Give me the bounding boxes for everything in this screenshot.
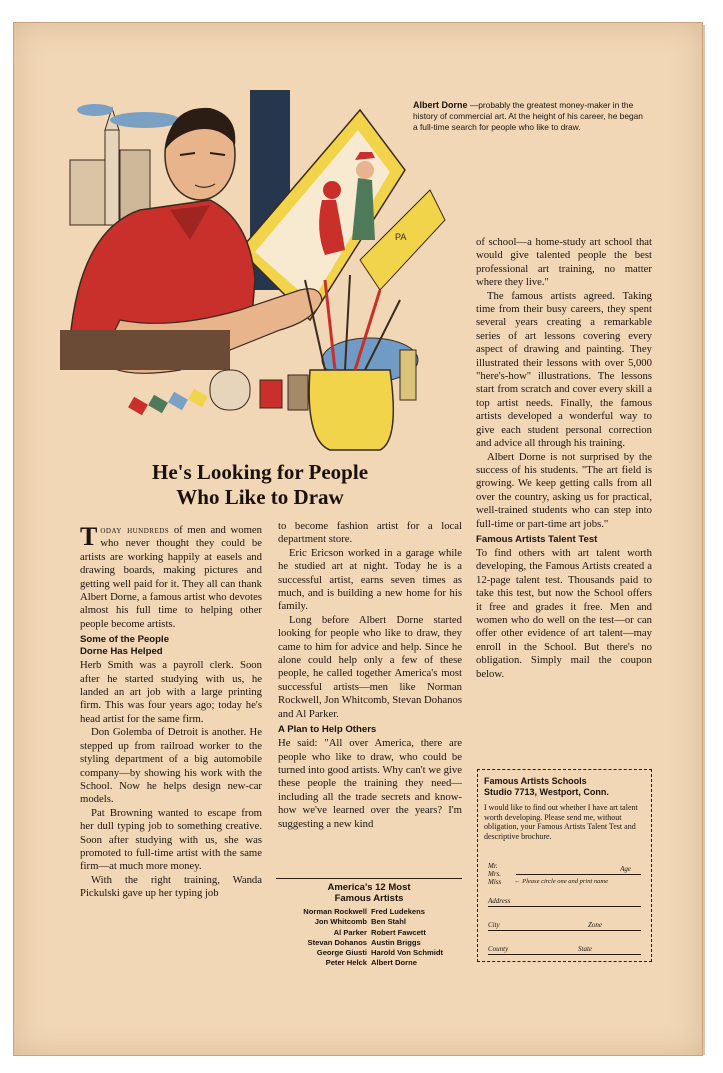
- artist-row: [276, 938, 462, 948]
- article-column-1: [80, 524, 262, 901]
- article-column-2: [278, 520, 462, 831]
- paragraph-talent-test: To find others with art talent worth developing, the Famous Artists created a 12-page talent test. Thousands paid to take this test, but now the School offers it free and grades it free. Men and women who do well on the test—or can offer other evidence of art talent—may enroll in the School. But there's no obligation. Simply mail the coupon below.: [476, 546, 652, 680]
- artist-row: [276, 917, 462, 927]
- coupon-address: Studio 7713, Westport, Conn.: [484, 787, 609, 797]
- subhead-line-1: Some of the People: [80, 634, 170, 646]
- caption-text: —probably the greatest money-maker in the history of commercial art. At the height of his career, he began a full-time search for people who like to draw.: [413, 100, 643, 132]
- artists-title-line-1: America's 12 Most: [327, 882, 411, 893]
- artist-name: Austin Briggs: [371, 937, 421, 947]
- name-field[interactable]: [516, 864, 641, 875]
- page-headline: [105, 460, 415, 510]
- county-state-field[interactable]: [488, 942, 641, 955]
- zone-label: Zone: [588, 921, 602, 929]
- mail-coupon[interactable]: [477, 769, 652, 962]
- artists-title-line-2: Famous Artists: [334, 893, 404, 904]
- artist-row: [276, 907, 462, 917]
- portrait-caption: [413, 100, 643, 133]
- artist-name: Stevan Dohanos: [307, 937, 367, 947]
- artist-name: George Giusti: [316, 948, 367, 958]
- intro-text: of men and women who never thought they could be artists are working happily at easels and drawing boards, making pictures and getting well paid for it. They all can thank Albert Dorne, a famous artist who devotes almost his full time to helping other people become artists.: [80, 524, 262, 630]
- artist-name: Ben Stahl: [371, 917, 407, 927]
- lead-smallcaps: oday hundreds: [100, 524, 170, 536]
- salutation-miss[interactable]: Miss: [488, 878, 502, 886]
- artist-illustration: [60, 80, 450, 460]
- artist-row: [276, 928, 462, 938]
- city-label: City: [488, 921, 500, 929]
- artist-name: Jon Whitcomb: [314, 917, 367, 927]
- sign-text: PA: [395, 232, 407, 242]
- salutation-mr[interactable]: Mr.: [488, 862, 498, 870]
- county-label: County: [488, 945, 509, 953]
- age-label: Age: [620, 865, 631, 873]
- paragraph-of-school: of school—a home-study art school that would give talented people the best professional art training, no matter where they live.": [476, 236, 652, 289]
- artist-name: Al Parker: [333, 927, 367, 937]
- address-label: Address: [488, 897, 511, 905]
- paragraph-wanda-pickulski: With the right training, Wanda Pickulski gave up her typing job: [80, 873, 262, 900]
- salutation-mrs[interactable]: Mrs.: [488, 870, 502, 878]
- circle-note: ← Please circle one and print name: [514, 878, 608, 885]
- artist-name: Albert Dorne: [371, 958, 417, 968]
- artists-table: [276, 907, 462, 969]
- artist-name: Harold Von Schmidt: [371, 948, 444, 958]
- city-zone-field[interactable]: [488, 918, 641, 931]
- headline-line-1: He's Looking for People: [151, 460, 369, 484]
- paragraph-not-surprised: Albert Dorne is not surprised by the success of his students. "The art field is growing. We keep getting calls from all over the country, asking us for practical, well-trained students who can step into full-time or part-time art jobs.": [476, 450, 652, 530]
- subhead-line-2: Dorne Has Helped: [80, 646, 163, 658]
- artists-title: [276, 882, 462, 904]
- artist-name: Norman Rockwell: [303, 907, 367, 916]
- artist-name: Robert Fawcett: [371, 927, 426, 937]
- coupon-school-name: Famous Artists Schools: [484, 776, 587, 786]
- paragraph-fashion-artist: to become fashion artist for a local department store.: [278, 520, 462, 546]
- paragraph-long-before: Long before Albert Dorne started looking for people who like to draw, they came to him for advice and help. Since he alone could help only a few of these people, he called together America's most successful artists—men like Norman Rockwell, Jon Whitcomb, Stevan Dohanos and Al Parker.: [278, 613, 462, 720]
- paragraph-artists-agreed: The famous artists agreed. Taking time from their busy careers, they spent several years creating a remarkable series of art lessons covering every aspect of drawing and painting. They illustrated their lessons with over 5,000 "here's-how" illustrations. The lessons start from scratch and cover every skill a top artist needs. Finally, the famous artists developed a wonderful way to give each student personal correction and advice all through his training.: [476, 289, 652, 450]
- artist-row: [276, 958, 462, 968]
- intro-paragraph: [80, 524, 262, 631]
- paragraph-eric-ericson: Eric Ericson worked in a garage while he studied art at night. Today he is a successful artist, earns seven times as much, and is building a new home for his family.: [278, 546, 462, 613]
- paragraph-herb-smith: Herb Smith was a payroll clerk. Soon after he started studying with us, he landed an art job with a large printing firm. This was four years ago; today he's head artist for the same firm.: [80, 659, 262, 725]
- circle-note-text: Please circle one and print name: [522, 878, 608, 885]
- address-field[interactable]: [488, 894, 641, 907]
- state-label: State: [578, 945, 592, 953]
- coupon-header: [484, 776, 645, 798]
- article-column-3: [476, 236, 652, 681]
- artist-row: [276, 948, 462, 958]
- artist-name: Peter Helck: [325, 958, 367, 968]
- subhead-plan: A Plan to Help Others: [278, 724, 377, 736]
- artist-name: Fred Ludekens: [371, 907, 426, 916]
- paragraph-pat-browning: Pat Browning wanted to escape from her dull typing job to something creative. Soon after studying with us, she was promoted to full-time artist with the same firm—at much more money.: [80, 806, 262, 873]
- subhead-talent-test: Famous Artists Talent Test: [476, 533, 598, 545]
- paragraph-he-said: He said: "All over America, there are people who like to draw, who could be turned into good artists. Why can't we give these people the training they need—including all the trade secrets and know-how we've learned over the years? I'm suggesting a new kind: [278, 737, 462, 830]
- drop-cap: T: [80, 522, 98, 551]
- salutation-options[interactable]: [488, 862, 501, 886]
- headline-line-2: Who Like to Draw: [176, 485, 344, 509]
- subhead-people-helped: [80, 634, 262, 658]
- famous-artists-list: [276, 878, 462, 969]
- caption-name: Albert Dorne: [413, 100, 468, 110]
- paragraph-don-golemba: Don Golemba of Detroit is another. He stepped up from railroad worker to the styling department of a big automobile company—by showing his work with the School. Now he helps design new-car models.: [80, 726, 262, 806]
- coupon-body: I would like to find out whether I have art talent worth developing. Please send me, without obligation, your Famous Artists Talent Test and descriptive brochure.: [484, 803, 638, 841]
- artists-rule: [276, 878, 462, 879]
